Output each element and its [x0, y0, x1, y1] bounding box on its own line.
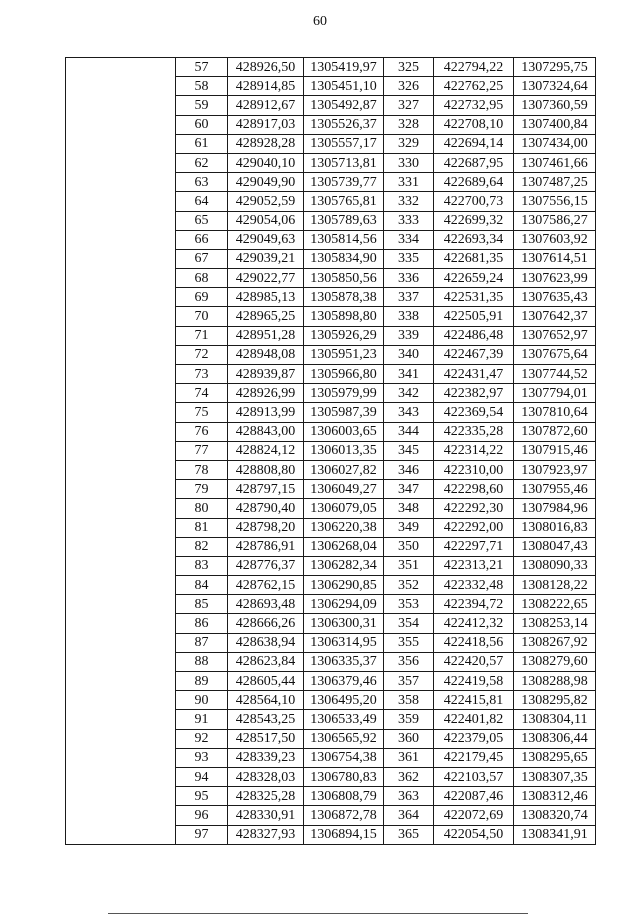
x-coordinate-cell: 422419,58 [434, 672, 514, 691]
x-coordinate-cell: 428939,87 [228, 365, 304, 384]
x-coordinate-cell: 428328,03 [228, 767, 304, 786]
y-coordinate-cell: 1305451,10 [304, 77, 384, 96]
y-coordinate-cell: 1305557,17 [304, 134, 384, 153]
x-coordinate-cell: 428543,25 [228, 710, 304, 729]
point-number-cell: 79 [176, 480, 228, 499]
y-coordinate-cell: 1308279,60 [514, 652, 596, 671]
x-coordinate-cell: 422412,32 [434, 614, 514, 633]
x-coordinate-cell: 428638,94 [228, 633, 304, 652]
x-coordinate-cell: 422486,48 [434, 326, 514, 345]
point-number-cell: 72 [176, 345, 228, 364]
y-coordinate-cell: 1308016,83 [514, 518, 596, 537]
point-number-cell: 84 [176, 576, 228, 595]
point-number-cell: 333 [384, 211, 434, 230]
point-number-cell: 93 [176, 748, 228, 767]
x-coordinate-cell: 422314,22 [434, 441, 514, 460]
x-coordinate-cell: 422103,57 [434, 767, 514, 786]
y-coordinate-cell: 1305850,56 [304, 269, 384, 288]
x-coordinate-cell: 422379,05 [434, 729, 514, 748]
point-number-cell: 94 [176, 767, 228, 786]
x-coordinate-cell: 428928,28 [228, 134, 304, 153]
x-coordinate-cell: 422313,21 [434, 556, 514, 575]
y-coordinate-cell: 1305926,29 [304, 326, 384, 345]
y-coordinate-cell: 1306894,15 [304, 825, 384, 844]
coordinates-table [65, 57, 596, 845]
y-coordinate-cell: 1307810,64 [514, 403, 596, 422]
point-number-cell: 362 [384, 767, 434, 786]
point-number-cell: 335 [384, 249, 434, 268]
point-number-cell: 339 [384, 326, 434, 345]
x-coordinate-cell: 422310,00 [434, 460, 514, 479]
point-number-cell: 327 [384, 96, 434, 115]
point-number-cell: 340 [384, 345, 434, 364]
y-coordinate-cell: 1307434,00 [514, 134, 596, 153]
point-number-cell: 92 [176, 729, 228, 748]
point-number-cell: 345 [384, 441, 434, 460]
y-coordinate-cell: 1308304,11 [514, 710, 596, 729]
y-coordinate-cell: 1306027,82 [304, 460, 384, 479]
y-coordinate-cell: 1308295,82 [514, 691, 596, 710]
y-coordinate-cell: 1306220,38 [304, 518, 384, 537]
y-coordinate-cell: 1307642,37 [514, 307, 596, 326]
y-coordinate-cell: 1306495,20 [304, 691, 384, 710]
x-coordinate-cell: 422054,50 [434, 825, 514, 844]
x-coordinate-cell: 429039,21 [228, 249, 304, 268]
point-number-cell: 357 [384, 672, 434, 691]
y-coordinate-cell: 1308047,43 [514, 537, 596, 556]
point-number-cell: 59 [176, 96, 228, 115]
x-coordinate-cell: 422687,95 [434, 153, 514, 172]
y-coordinate-cell: 1308090,33 [514, 556, 596, 575]
point-number-cell: 74 [176, 384, 228, 403]
point-number-cell: 328 [384, 115, 434, 134]
x-coordinate-cell: 422431,47 [434, 365, 514, 384]
point-number-cell: 80 [176, 499, 228, 518]
x-coordinate-cell: 422732,95 [434, 96, 514, 115]
y-coordinate-cell: 1306808,79 [304, 787, 384, 806]
y-coordinate-cell: 1307652,97 [514, 326, 596, 345]
y-coordinate-cell: 1307984,96 [514, 499, 596, 518]
x-coordinate-cell: 422418,56 [434, 633, 514, 652]
point-number-cell: 364 [384, 806, 434, 825]
x-coordinate-cell: 428843,00 [228, 422, 304, 441]
x-coordinate-cell: 428926,99 [228, 384, 304, 403]
y-coordinate-cell: 1306314,95 [304, 633, 384, 652]
point-number-cell: 350 [384, 537, 434, 556]
y-coordinate-cell: 1306268,04 [304, 537, 384, 556]
point-number-cell: 325 [384, 58, 434, 77]
y-coordinate-cell: 1308341,91 [514, 825, 596, 844]
point-number-cell: 90 [176, 691, 228, 710]
x-coordinate-cell: 422369,54 [434, 403, 514, 422]
point-number-cell: 65 [176, 211, 228, 230]
y-coordinate-cell: 1307586,27 [514, 211, 596, 230]
y-coordinate-cell: 1306079,05 [304, 499, 384, 518]
x-coordinate-cell: 428985,13 [228, 288, 304, 307]
y-coordinate-cell: 1305814,56 [304, 230, 384, 249]
point-number-cell: 97 [176, 825, 228, 844]
y-coordinate-cell: 1305951,23 [304, 345, 384, 364]
y-coordinate-cell: 1305834,90 [304, 249, 384, 268]
y-coordinate-cell: 1305492,87 [304, 96, 384, 115]
point-number-cell: 66 [176, 230, 228, 249]
x-coordinate-cell: 422467,39 [434, 345, 514, 364]
y-coordinate-cell: 1305419,97 [304, 58, 384, 77]
y-coordinate-cell: 1305878,38 [304, 288, 384, 307]
y-coordinate-cell: 1306049,27 [304, 480, 384, 499]
y-coordinate-cell: 1308128,22 [514, 576, 596, 595]
point-number-cell: 334 [384, 230, 434, 249]
y-coordinate-cell: 1305987,39 [304, 403, 384, 422]
point-number-cell: 329 [384, 134, 434, 153]
x-coordinate-cell: 428824,12 [228, 441, 304, 460]
point-number-cell: 58 [176, 77, 228, 96]
point-number-cell: 73 [176, 365, 228, 384]
y-coordinate-cell: 1308288,98 [514, 672, 596, 691]
y-coordinate-cell: 1306282,34 [304, 556, 384, 575]
x-coordinate-cell: 422708,10 [434, 115, 514, 134]
x-coordinate-cell: 428786,91 [228, 537, 304, 556]
blank-column-cell [66, 58, 176, 845]
x-coordinate-cell: 428790,40 [228, 499, 304, 518]
y-coordinate-cell: 1307324,64 [514, 77, 596, 96]
point-number-cell: 352 [384, 576, 434, 595]
x-coordinate-cell: 422420,57 [434, 652, 514, 671]
y-coordinate-cell: 1305739,77 [304, 173, 384, 192]
y-coordinate-cell: 1307872,60 [514, 422, 596, 441]
point-number-cell: 360 [384, 729, 434, 748]
x-coordinate-cell: 422415,81 [434, 691, 514, 710]
point-number-cell: 326 [384, 77, 434, 96]
point-number-cell: 63 [176, 173, 228, 192]
point-number-cell: 68 [176, 269, 228, 288]
point-number-cell: 70 [176, 307, 228, 326]
point-number-cell: 83 [176, 556, 228, 575]
point-number-cell: 88 [176, 652, 228, 671]
point-number-cell: 344 [384, 422, 434, 441]
point-number-cell: 86 [176, 614, 228, 633]
x-coordinate-cell: 422298,60 [434, 480, 514, 499]
y-coordinate-cell: 1307603,92 [514, 230, 596, 249]
point-number-cell: 81 [176, 518, 228, 537]
y-coordinate-cell: 1308253,14 [514, 614, 596, 633]
x-coordinate-cell: 422693,34 [434, 230, 514, 249]
point-number-cell: 95 [176, 787, 228, 806]
x-coordinate-cell: 428517,50 [228, 729, 304, 748]
x-coordinate-cell: 422794,22 [434, 58, 514, 77]
y-coordinate-cell: 1305713,81 [304, 153, 384, 172]
x-coordinate-cell: 422694,14 [434, 134, 514, 153]
point-number-cell: 96 [176, 806, 228, 825]
point-number-cell: 355 [384, 633, 434, 652]
x-coordinate-cell: 428762,15 [228, 576, 304, 595]
coordinates-table-body [66, 58, 596, 845]
y-coordinate-cell: 1307360,59 [514, 96, 596, 115]
table-row [66, 58, 596, 77]
y-coordinate-cell: 1307955,46 [514, 480, 596, 499]
x-coordinate-cell: 428914,85 [228, 77, 304, 96]
page-number: 60 [313, 14, 327, 29]
point-number-cell: 356 [384, 652, 434, 671]
x-coordinate-cell: 422292,00 [434, 518, 514, 537]
point-number-cell: 337 [384, 288, 434, 307]
y-coordinate-cell: 1307487,25 [514, 173, 596, 192]
y-coordinate-cell: 1305765,81 [304, 192, 384, 211]
x-coordinate-cell: 428797,15 [228, 480, 304, 499]
y-coordinate-cell: 1306780,83 [304, 767, 384, 786]
y-coordinate-cell: 1306300,31 [304, 614, 384, 633]
y-coordinate-cell: 1307556,15 [514, 192, 596, 211]
y-coordinate-cell: 1308222,65 [514, 595, 596, 614]
point-number-cell: 85 [176, 595, 228, 614]
point-number-cell: 64 [176, 192, 228, 211]
y-coordinate-cell: 1306872,78 [304, 806, 384, 825]
y-coordinate-cell: 1306379,46 [304, 672, 384, 691]
y-coordinate-cell: 1305979,99 [304, 384, 384, 403]
x-coordinate-cell: 422297,71 [434, 537, 514, 556]
point-number-cell: 346 [384, 460, 434, 479]
x-coordinate-cell: 422179,45 [434, 748, 514, 767]
x-coordinate-cell: 428913,99 [228, 403, 304, 422]
x-coordinate-cell: 422087,46 [434, 787, 514, 806]
point-number-cell: 338 [384, 307, 434, 326]
x-coordinate-cell: 422699,32 [434, 211, 514, 230]
point-number-cell: 341 [384, 365, 434, 384]
point-number-cell: 349 [384, 518, 434, 537]
page-bottom-rule [108, 913, 528, 914]
y-coordinate-cell: 1308307,35 [514, 767, 596, 786]
y-coordinate-cell: 1305789,63 [304, 211, 384, 230]
y-coordinate-cell: 1307295,75 [514, 58, 596, 77]
y-coordinate-cell: 1308320,74 [514, 806, 596, 825]
x-coordinate-cell: 422505,91 [434, 307, 514, 326]
point-number-cell: 82 [176, 537, 228, 556]
x-coordinate-cell: 422700,73 [434, 192, 514, 211]
point-number-cell: 336 [384, 269, 434, 288]
point-number-cell: 75 [176, 403, 228, 422]
x-coordinate-cell: 428948,08 [228, 345, 304, 364]
x-coordinate-cell: 422401,82 [434, 710, 514, 729]
y-coordinate-cell: 1307923,97 [514, 460, 596, 479]
point-number-cell: 361 [384, 748, 434, 767]
x-coordinate-cell: 428325,28 [228, 787, 304, 806]
point-number-cell: 61 [176, 134, 228, 153]
x-coordinate-cell: 428666,26 [228, 614, 304, 633]
point-number-cell: 76 [176, 422, 228, 441]
x-coordinate-cell: 428926,50 [228, 58, 304, 77]
point-number-cell: 342 [384, 384, 434, 403]
x-coordinate-cell: 422332,48 [434, 576, 514, 595]
y-coordinate-cell: 1307461,66 [514, 153, 596, 172]
x-coordinate-cell: 428965,25 [228, 307, 304, 326]
y-coordinate-cell: 1307744,52 [514, 365, 596, 384]
x-coordinate-cell: 428693,48 [228, 595, 304, 614]
x-coordinate-cell: 428623,84 [228, 652, 304, 671]
x-coordinate-cell: 422689,64 [434, 173, 514, 192]
y-coordinate-cell: 1307794,01 [514, 384, 596, 403]
point-number-cell: 62 [176, 153, 228, 172]
y-coordinate-cell: 1307675,64 [514, 345, 596, 364]
x-coordinate-cell: 422335,28 [434, 422, 514, 441]
x-coordinate-cell: 428951,28 [228, 326, 304, 345]
point-number-cell: 60 [176, 115, 228, 134]
y-coordinate-cell: 1306335,37 [304, 652, 384, 671]
x-coordinate-cell: 428776,37 [228, 556, 304, 575]
x-coordinate-cell: 429054,06 [228, 211, 304, 230]
y-coordinate-cell: 1307614,51 [514, 249, 596, 268]
x-coordinate-cell: 428564,10 [228, 691, 304, 710]
point-number-cell: 363 [384, 787, 434, 806]
x-coordinate-cell: 428917,03 [228, 115, 304, 134]
point-number-cell: 91 [176, 710, 228, 729]
point-number-cell: 332 [384, 192, 434, 211]
point-number-cell: 348 [384, 499, 434, 518]
x-coordinate-cell: 428327,93 [228, 825, 304, 844]
y-coordinate-cell: 1308306,44 [514, 729, 596, 748]
point-number-cell: 347 [384, 480, 434, 499]
x-coordinate-cell: 422394,72 [434, 595, 514, 614]
y-coordinate-cell: 1306294,09 [304, 595, 384, 614]
point-number-cell: 358 [384, 691, 434, 710]
point-number-cell: 78 [176, 460, 228, 479]
x-coordinate-cell: 422382,97 [434, 384, 514, 403]
x-coordinate-cell: 422072,69 [434, 806, 514, 825]
y-coordinate-cell: 1308295,65 [514, 748, 596, 767]
x-coordinate-cell: 422659,24 [434, 269, 514, 288]
point-number-cell: 354 [384, 614, 434, 633]
x-coordinate-cell: 429022,77 [228, 269, 304, 288]
x-coordinate-cell: 429052,59 [228, 192, 304, 211]
x-coordinate-cell: 429049,63 [228, 230, 304, 249]
point-number-cell: 87 [176, 633, 228, 652]
point-number-cell: 331 [384, 173, 434, 192]
point-number-cell: 353 [384, 595, 434, 614]
y-coordinate-cell: 1305898,80 [304, 307, 384, 326]
y-coordinate-cell: 1307635,43 [514, 288, 596, 307]
x-coordinate-cell: 429049,90 [228, 173, 304, 192]
point-number-cell: 365 [384, 825, 434, 844]
y-coordinate-cell: 1307623,99 [514, 269, 596, 288]
x-coordinate-cell: 428339,23 [228, 748, 304, 767]
y-coordinate-cell: 1306533,49 [304, 710, 384, 729]
y-coordinate-cell: 1306290,85 [304, 576, 384, 595]
point-number-cell: 359 [384, 710, 434, 729]
point-number-cell: 351 [384, 556, 434, 575]
point-number-cell: 57 [176, 58, 228, 77]
y-coordinate-cell: 1305966,80 [304, 365, 384, 384]
x-coordinate-cell: 422681,35 [434, 249, 514, 268]
point-number-cell: 71 [176, 326, 228, 345]
x-coordinate-cell: 422762,25 [434, 77, 514, 96]
x-coordinate-cell: 422531,35 [434, 288, 514, 307]
y-coordinate-cell: 1308267,92 [514, 633, 596, 652]
point-number-cell: 67 [176, 249, 228, 268]
y-coordinate-cell: 1307400,84 [514, 115, 596, 134]
point-number-cell: 69 [176, 288, 228, 307]
x-coordinate-cell: 428912,67 [228, 96, 304, 115]
x-coordinate-cell: 429040,10 [228, 153, 304, 172]
x-coordinate-cell: 428605,44 [228, 672, 304, 691]
point-number-cell: 89 [176, 672, 228, 691]
y-coordinate-cell: 1306754,38 [304, 748, 384, 767]
x-coordinate-cell: 428798,20 [228, 518, 304, 537]
x-coordinate-cell: 422292,30 [434, 499, 514, 518]
y-coordinate-cell: 1306013,35 [304, 441, 384, 460]
point-number-cell: 343 [384, 403, 434, 422]
y-coordinate-cell: 1306003,65 [304, 422, 384, 441]
y-coordinate-cell: 1306565,92 [304, 729, 384, 748]
x-coordinate-cell: 428330,91 [228, 806, 304, 825]
y-coordinate-cell: 1307915,46 [514, 441, 596, 460]
y-coordinate-cell: 1308312,46 [514, 787, 596, 806]
point-number-cell: 330 [384, 153, 434, 172]
y-coordinate-cell: 1305526,37 [304, 115, 384, 134]
point-number-cell: 77 [176, 441, 228, 460]
x-coordinate-cell: 428808,80 [228, 460, 304, 479]
